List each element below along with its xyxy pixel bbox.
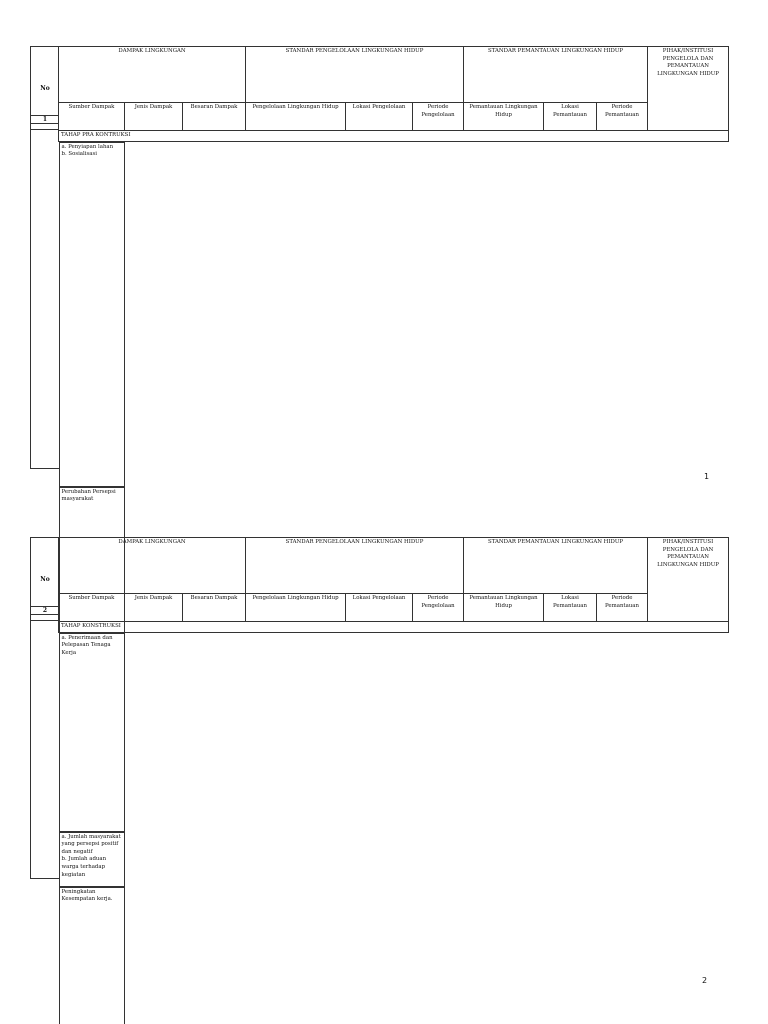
stage-title: TAHAP PRA KONTRUKSI <box>59 131 729 142</box>
jenis-dampak-cell: Peningkatan Kesempatan kerja. <box>59 887 125 1024</box>
besaran-dampak-header: Besaran Dampak <box>183 103 246 131</box>
pemantauan-header: Pemantauan Lingkungan Hidup <box>464 103 544 131</box>
lokasi-pengelolaan-header: Lokasi Pengelolaan <box>346 103 413 131</box>
no-header-label: No <box>40 84 50 92</box>
lokasi-pengelolaan-header: Lokasi Pengelolaan <box>346 594 413 622</box>
jenis-dampak-header: Jenis Dampak <box>125 103 183 131</box>
stage-row <box>59 622 729 633</box>
no-header-label: No <box>40 575 50 583</box>
besaran-dampak-cell: a. Jumlah masyarakat yang persepsi positif dan negatif b. Jumlah aduan warga terhadap kegiatan <box>59 832 125 1024</box>
pihak-header: PIHAK/INSTITUSI PENGELOLA DAN PEMANTAUAN LINGKUNGAN HIDUP <box>648 538 729 622</box>
standar-pengelolaan-header: STANDAR PENGELOLAAN LINGKUNGAN HIDUP <box>246 47 464 103</box>
dampak-header: DAMPAK LINGKUNGAN <box>59 47 246 103</box>
subheader-row <box>59 594 729 622</box>
sumber-dampak-header: Sumber Dampak <box>59 103 125 131</box>
pemantauan-header: Pemantauan Lingkungan Hidup <box>464 594 544 622</box>
sumber-dampak-cell: a. Penyiapan lahan b. Sosialisasi <box>59 142 125 487</box>
pengelolaan-header: Pengelolaan Lingkungan Hidup <box>246 594 346 622</box>
lokasi-pemantauan-header: Lokasi Pemantauan <box>544 103 597 131</box>
jenis-dampak-header: Jenis Dampak <box>125 594 183 622</box>
standar-pemantauan-header: STANDAR PEMANTAUAN LINGKUNGAN HIDUP <box>464 47 648 103</box>
page-number: 2 <box>702 976 708 985</box>
periode-pemantauan-header: Periode Pemantauan <box>597 594 648 622</box>
periode-pengelolaan-header: Periode Pengelolaan <box>413 103 464 131</box>
dampak-header: DAMPAK LINGKUNGAN <box>59 538 246 594</box>
header-row <box>59 47 729 103</box>
jenis-dampak-cell: Perubahan Persepsi masyarakat <box>59 487 125 832</box>
sumber-dampak-header: Sumber Dampak <box>59 594 125 622</box>
pengelolaan-header: Pengelolaan Lingkungan Hidup <box>246 103 346 131</box>
periode-pengelolaan-header: Periode Pengelolaan <box>413 594 464 622</box>
pihak-header: PIHAK/INSTITUSI PENGELOLA DAN PEMANTAUAN LINGKUNGAN HIDUP <box>648 47 729 131</box>
subheader-row <box>59 103 729 131</box>
page-number: 1 <box>704 472 710 481</box>
environmental-management-table <box>58 537 729 1024</box>
stage-title: TAHAP KONSTRUKSI <box>59 622 729 633</box>
sumber-dampak-cell: a. Penerimaan dan Pelepasan Tenaga Kerja <box>59 633 125 887</box>
stage-number <box>30 115 59 124</box>
lokasi-pemantauan-header: Lokasi Pemantauan <box>544 594 597 622</box>
besaran-dampak-header: Besaran Dampak <box>183 594 246 622</box>
stage-number-label: 2 <box>42 607 48 614</box>
standar-pengelolaan-header: STANDAR PENGELOLAAN LINGKUNGAN HIDUP <box>246 538 464 594</box>
stage-row <box>59 131 729 142</box>
stage-number <box>30 606 59 615</box>
periode-pemantauan-header: Periode Pemantauan <box>597 103 648 131</box>
no-body-cell <box>30 615 59 879</box>
table-row <box>59 632 729 1024</box>
document-page-2 <box>0 500 768 1024</box>
standar-pemantauan-header: STANDAR PEMANTAUAN LINGKUNGAN HIDUP <box>464 538 648 594</box>
header-row <box>59 538 729 594</box>
stage-number-label: 1 <box>42 116 48 123</box>
no-body-cell <box>30 124 59 469</box>
